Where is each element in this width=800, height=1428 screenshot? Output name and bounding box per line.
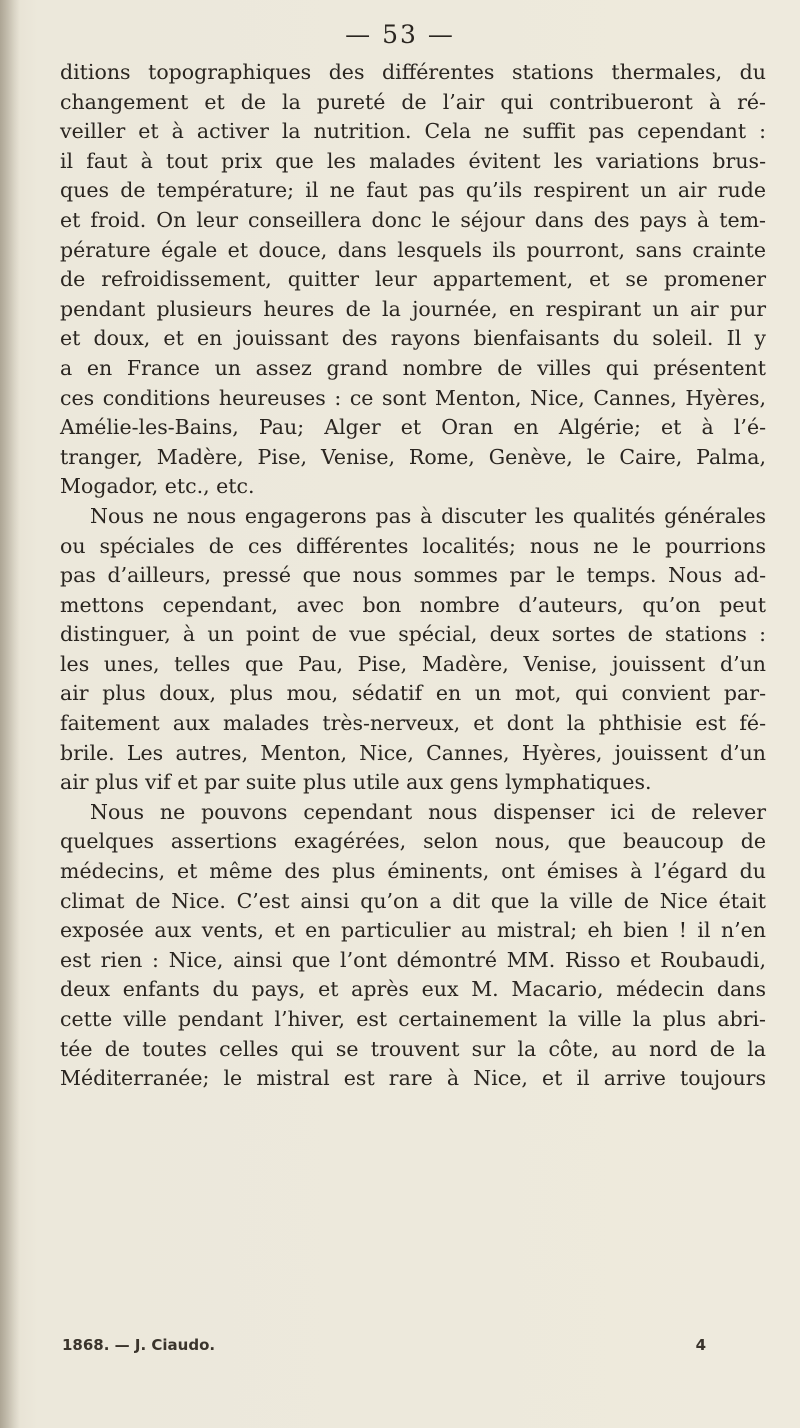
- text-line: distinguer, à un point de vue spécial, deux sortes de stations :: [60, 622, 766, 647]
- text-line: médecins, et même des plus éminents, ont émises à l’égard du: [60, 859, 766, 884]
- text-line: pas d’ailleurs, pressé que nous sommes par le temps. Nous ad-: [60, 563, 766, 588]
- text-line: ou spéciales de ces différentes localités; nous ne le pourrions: [60, 533, 766, 558]
- text-line: mettons cependant, avec bon nombre d’auteurs, qu’on peut: [60, 592, 766, 617]
- text-line: les unes, telles que Pau, Pise, Madère, Venise, jouissent d’un: [60, 651, 766, 676]
- text-line: cette ville pendant l’hiver, est certainement la ville la plus abri-: [60, 1007, 766, 1031]
- text-line: climat de Nice. C’est ainsi qu’on a dit que la ville de Nice était: [60, 888, 766, 913]
- text-line: ditions topographiques des différentes stations thermales, du: [60, 60, 766, 84]
- text-line: est rien : Nice, ainsi que l’ont démontré MM. Risso et Roubaudi,: [60, 947, 766, 972]
- text-line: deux enfants du pays, et après eux M. Macario, médecin dans: [60, 977, 766, 1002]
- text-line: pendant plusieurs heures de la journée, en respirant un air pur: [60, 296, 766, 321]
- text-line: a en France un assez grand nombre de villes qui présentent: [60, 355, 766, 380]
- text-line: de refroidissement, quitter leur appartement, et se promener: [60, 267, 766, 292]
- text-line: Nous ne nous engagerons pas à discuter les qualités générales: [90, 503, 766, 528]
- text-line: air plus doux, plus mou, sédatif en un mot, qui convient par-: [60, 681, 766, 706]
- text-line: changement et de la pureté de l’air qui contribueront à ré-: [60, 89, 766, 114]
- text-line: exposée aux vents, et en particulier au mistral; eh bien ! il n’en: [60, 918, 766, 943]
- text-line: veiller et à activer la nutrition. Cela ne suffit pas cependant :: [60, 119, 766, 144]
- body-text: [60, 58, 766, 1094]
- text-line: ces conditions heureuses : ce sont Menton, Nice, Cannes, Hyères,: [60, 385, 766, 410]
- binding-shadow: [0, 0, 20, 1428]
- text-line: il faut à tout prix que les malades évitent les variations brus-: [60, 148, 766, 173]
- text-line: air plus vif et par suite plus utile aux gens lymphatiques.: [60, 770, 652, 795]
- text-line: brile. Les autres, Menton, Nice, Cannes, Hyères, jouissent d’un: [60, 740, 766, 765]
- sheet-number: 4: [695, 1336, 706, 1354]
- text-line: ques de température; il ne faut pas qu’ils respirent un air rude: [60, 178, 766, 203]
- text-line: Mogador, etc., etc.: [60, 474, 255, 499]
- printer-signature: 1868. — J. Ciaudo.: [62, 1336, 216, 1354]
- text-line: et doux, et en jouissant des rayons bienfaisants du soleil. Il y: [60, 326, 766, 351]
- text-line: faitement aux malades très-nerveux, et dont la phthisie est fé-: [60, 711, 766, 736]
- text-line: tée de toutes celles qui se trouvent sur la côte, au nord de la: [60, 1036, 766, 1061]
- text-line: quelques assertions exagérées, selon nous, que beaucoup de: [60, 829, 766, 854]
- text-line: Amélie-les-Bains, Pau; Alger et Oran en Algérie; et à l’é-: [60, 415, 766, 440]
- text-line: Méditerranée; le mistral est rare à Nice, et il arrive toujours: [60, 1066, 766, 1091]
- page-number: — 53 —: [345, 20, 455, 49]
- text-line: et froid. On leur conseillera donc le séjour dans des pays à tem-: [60, 207, 766, 232]
- text-line: Nous ne pouvons cependant nous dispenser ici de relever: [90, 799, 766, 824]
- text-line: pérature égale et douce, dans lesquels ils pourront, sans crainte: [60, 237, 766, 262]
- text-line: tranger, Madère, Pise, Venise, Rome, Genève, le Caire, Palma,: [60, 444, 766, 469]
